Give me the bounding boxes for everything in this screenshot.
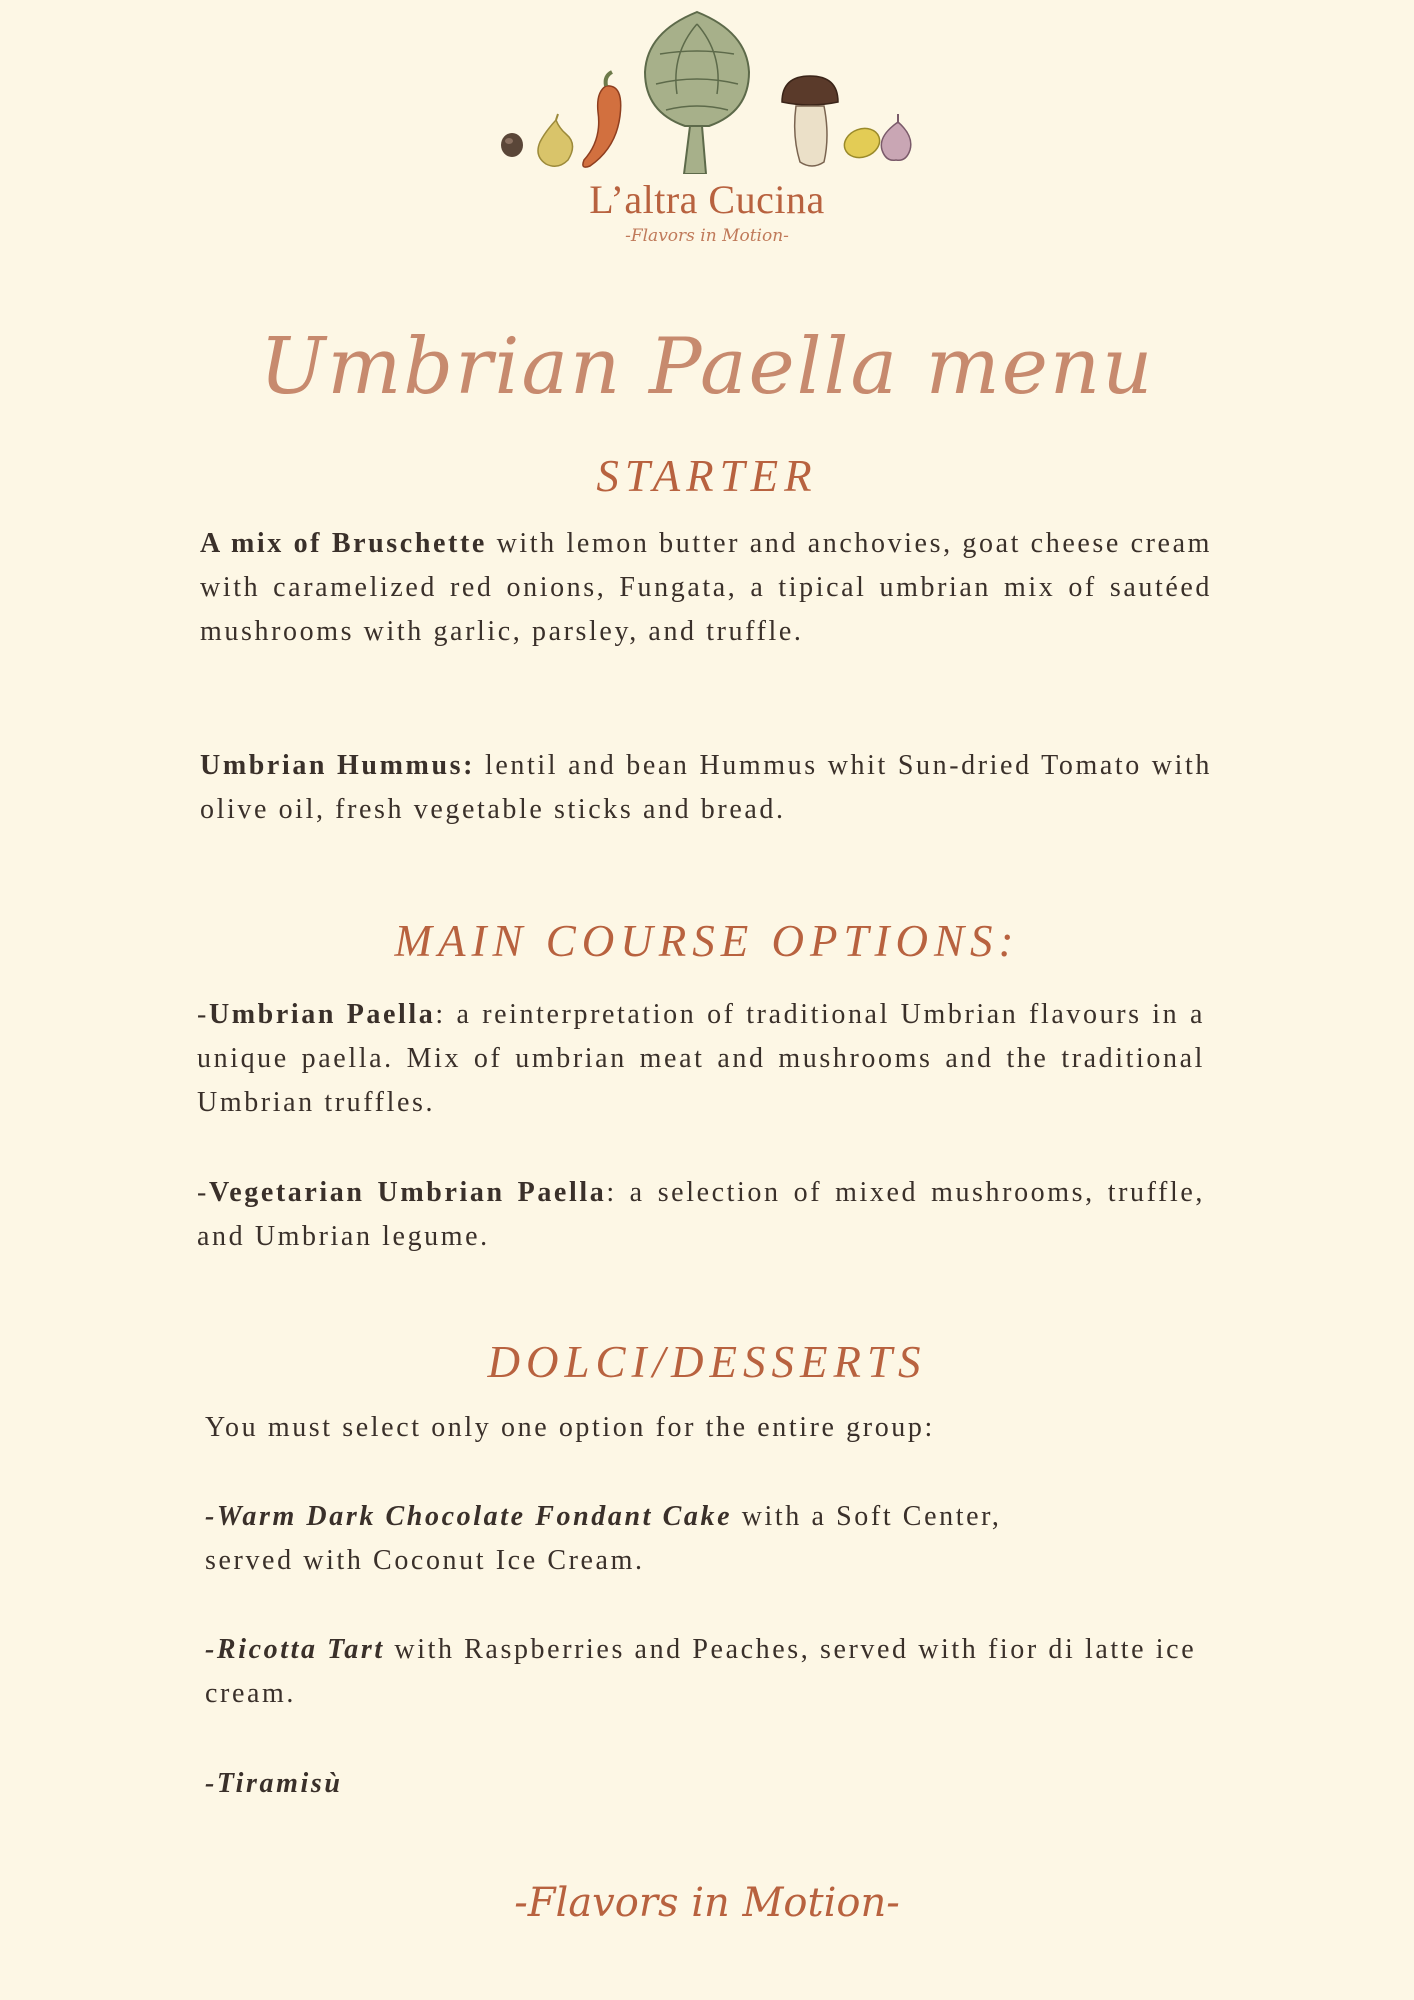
item-prefix: - [197, 1177, 209, 1208]
hazelnut-icon [501, 133, 523, 157]
desserts-heading: DOLCI/DESSERTS [487, 1337, 927, 1387]
brand-tagline: -Flavors in Motion- [625, 226, 789, 246]
dessert-item-ricotta-tart [205, 1628, 1235, 1716]
item-name: Vegetarian Umbrian Paella [208, 1177, 607, 1208]
starter-item-hummus [200, 744, 1212, 832]
item-description: with Raspberries and Peaches, served with fior di latte ice cream. [205, 1634, 1197, 1709]
chili-pepper-icon [583, 72, 621, 167]
footer-tagline: -Flavors in Motion- [514, 1880, 900, 1926]
item-description-continued: served with Coconut Ice Cream. [205, 1545, 645, 1576]
garlic-icon [881, 114, 910, 160]
item-description: with a Soft Center, [732, 1501, 1002, 1532]
dessert-item-tiramisu [205, 1762, 1225, 1806]
onion-icon [538, 114, 573, 166]
item-description: lentil and bean Hummus whit Sun-dried Tomato with olive oil, fresh vegetable sticks and bread. [200, 750, 1212, 825]
brand-name: L’altra Cucina [589, 177, 825, 222]
item-name: -Tiramisù [205, 1768, 343, 1799]
dessert-item-fondant-cake [205, 1495, 1225, 1583]
desserts-note: You must select only one option for the entire group: [205, 1412, 935, 1443]
main-course-heading: MAIN COURSE OPTIONS: [394, 916, 1020, 966]
item-name: -Ricotta Tart [205, 1634, 385, 1665]
menu-title: Umbrian Paella menu [259, 322, 1155, 413]
item-description: : a reinterpretation of traditional Umbrian flavours in a unique paella. Mix of umbrian meat and mushrooms and the traditional Umbrian truffles. [197, 999, 1205, 1118]
main-item-umbrian-paella [197, 993, 1205, 1125]
starter-heading: STARTER [596, 451, 818, 501]
item-description: : a selection of mixed mushrooms, truffle, and Umbrian legume. [197, 1177, 1205, 1252]
logo-illustration [490, 4, 920, 174]
main-item-vegetarian-paella [197, 1171, 1205, 1259]
starter-item-bruschette [200, 522, 1212, 654]
item-prefix: - [197, 999, 209, 1030]
item-name: Umbrian Paella [208, 999, 436, 1030]
porcini-mushroom-icon [782, 76, 838, 166]
item-name: -Warm Dark Chocolate Fondant Cake [205, 1501, 733, 1532]
item-description: with lemon butter and anchovies, goat cheese cream with caramelized red onions, Fungata, a tipical umbrian mix of sautéed mushrooms with garlic, parsley, and truffle. [200, 528, 1212, 647]
lemon-icon [840, 124, 883, 163]
item-name: A mix of Bruschette [200, 528, 487, 559]
artichoke-icon [645, 12, 749, 174]
item-name: Umbrian Hummus: [200, 750, 476, 781]
